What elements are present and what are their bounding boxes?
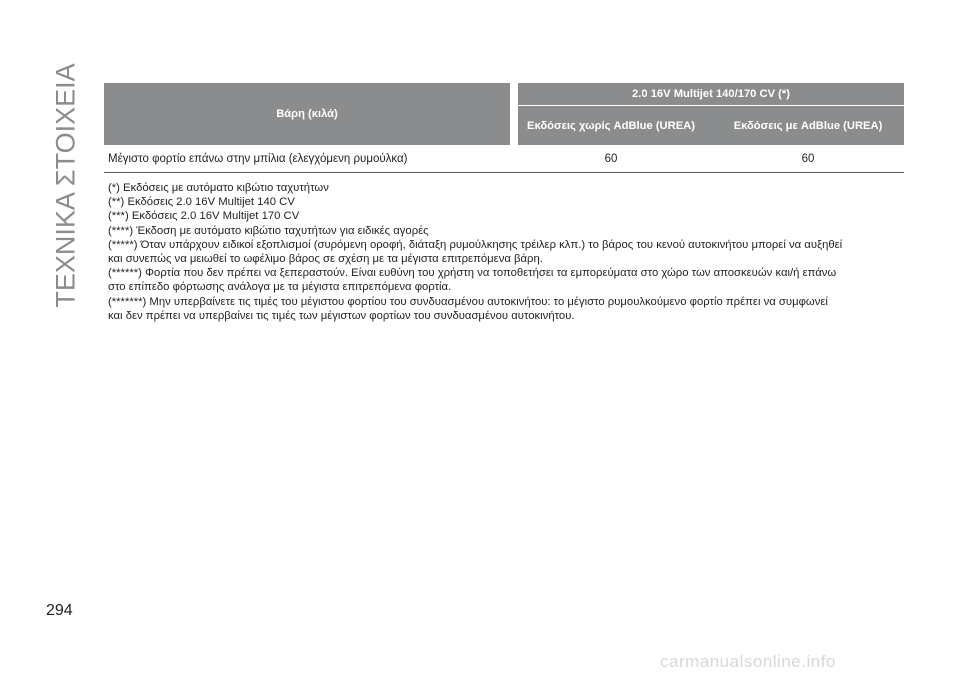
row-label: Μέγιστο φορτίο επάνω στην μπίλια (ελεγχόμενη ρυμούλκα) <box>104 145 518 173</box>
watermark: carmanualsonline.info <box>660 652 836 671</box>
footnote-line: (**) Εκδόσεις 2.0 16V Multijet 140 CV <box>108 196 295 209</box>
footnote-line: (*) Εκδόσεις με αυτόματο κιβώτιο ταχυτήτων <box>108 182 329 194</box>
section-title-text: ΤΕΧΝΙΚΑ ΣΤΟΙΧΕΙΑ <box>50 62 81 308</box>
footnote-line: και δεν πρέπει να υπερβαίνει τις τιμές των μέγιστων φορτίων του συνδυασμένου αυτοκινήτου. <box>108 309 575 322</box>
row-col2-value: 60 <box>712 145 904 173</box>
footnote-line: (***) Εκδόσεις 2.0 16V Multijet 170 CV <box>108 210 300 223</box>
footnotes <box>108 181 908 323</box>
footnote-line: (*****) Όταν υπάρχουν ειδικοί εξοπλισμοί (συρόμενη οροφή, διάταξη ρυμούλκησης τρέιλερ κλπ.) το βάρος του κενού αυτοκινήτου μπορεί να αυξηθεί <box>108 238 843 251</box>
header-label: Βάρη (κιλά) <box>104 83 510 145</box>
footnote-line: (*******) Μην υπερβαίνετε τις τιμές του μέγιστου φορτίου του συνδυασμένου αυτοκινήτου: το μέγιστο ρυμουλκούμενο φορτίο πρέπει να συμφωνεί <box>108 295 828 308</box>
weights-table <box>104 83 904 173</box>
footnote-line: και συνεπώς να μειωθεί το ωφέλιμο βάρος σε σχέση με τα μέγιστα επιτρεπόμενα βάρη. <box>108 253 543 266</box>
footnote-line: (****) Έκδοση με αυτόματο κιβώτιο ταχυτήτων για ειδικές αγορές <box>108 224 429 237</box>
header-col2: Εκδόσεις με AdBlue (UREA) <box>712 105 904 145</box>
footnote-line: (******) Φορτία που δεν πρέπει να ξεπεραστούν. Είναι ευθύνη του χρήστη να τοποθετήσει τα εμπορεύματα στο χώρο των αποσκευών και/ή επάνω <box>108 267 837 280</box>
page-number: 294 <box>46 602 73 619</box>
table-row <box>104 145 904 173</box>
section-title <box>46 62 86 308</box>
footnote-line: στο επίπεδο φόρτωσης ανάλογα με τα μέγιστα επιτρεπόμενα φορτία. <box>108 281 452 294</box>
header-col1: Εκδόσεις χωρίς AdBlue (UREA) <box>518 105 704 145</box>
header-group: 2.0 16V Multijet 140/170 CV (*) <box>518 83 904 105</box>
row-col1-value: 60 <box>518 145 704 173</box>
